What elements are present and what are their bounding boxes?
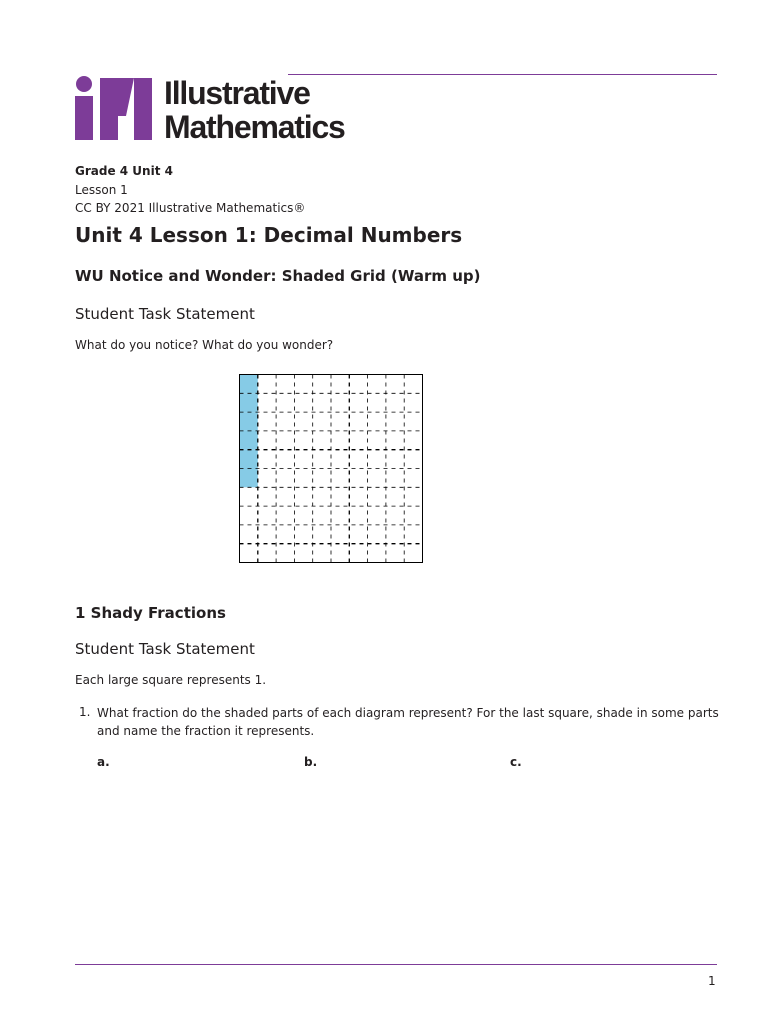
- shaded-cell: [240, 450, 258, 469]
- page-title: Unit 4 Lesson 1: Decimal Numbers: [75, 223, 463, 247]
- shaded-cell: [240, 431, 258, 450]
- question-number: 1.: [79, 705, 91, 719]
- shaded-cell: [240, 375, 258, 394]
- im-logo: [74, 76, 374, 146]
- header-rule: [288, 74, 717, 75]
- brand-name: [164, 76, 345, 144]
- im-logo-icon: [74, 76, 154, 142]
- activity1-statement-label: Student Task Statement: [75, 640, 255, 658]
- page-number: 1: [708, 974, 716, 988]
- document-meta: [75, 162, 305, 218]
- brand-name-line2: Mathematics: [164, 109, 345, 145]
- question-text: What fraction do the shaded parts of each diagram represent? For the last square, shade in some parts and name the fraction it represents.: [97, 706, 719, 738]
- shaded-grid: [239, 374, 424, 564]
- shaded-cell: [240, 393, 258, 412]
- shaded-cell: [240, 412, 258, 431]
- activity1-intro: Each large square represents 1.: [75, 673, 267, 687]
- warmup-prompt: What do you notice? What do you wonder?: [75, 338, 334, 352]
- activity1-heading: 1 Shady Fractions: [75, 604, 226, 622]
- footer-rule: [75, 964, 717, 965]
- option-c-label: c.: [510, 755, 522, 769]
- lesson-label: Lesson 1: [75, 182, 128, 197]
- option-a-label: a.: [97, 755, 110, 769]
- shaded-grid-diagram: [239, 374, 424, 564]
- warmup-heading: WU Notice and Wonder: Shaded Grid (Warm up): [75, 267, 481, 285]
- option-b-label: b.: [304, 755, 318, 769]
- license-line: CC BY 2021 Illustrative Mathematics®: [75, 201, 306, 215]
- shaded-cell: [240, 469, 258, 488]
- warmup-statement-label: Student Task Statement: [75, 305, 255, 323]
- brand-name-line1: Illustrative: [164, 75, 310, 111]
- grade-unit: Grade 4 Unit 4: [75, 164, 173, 178]
